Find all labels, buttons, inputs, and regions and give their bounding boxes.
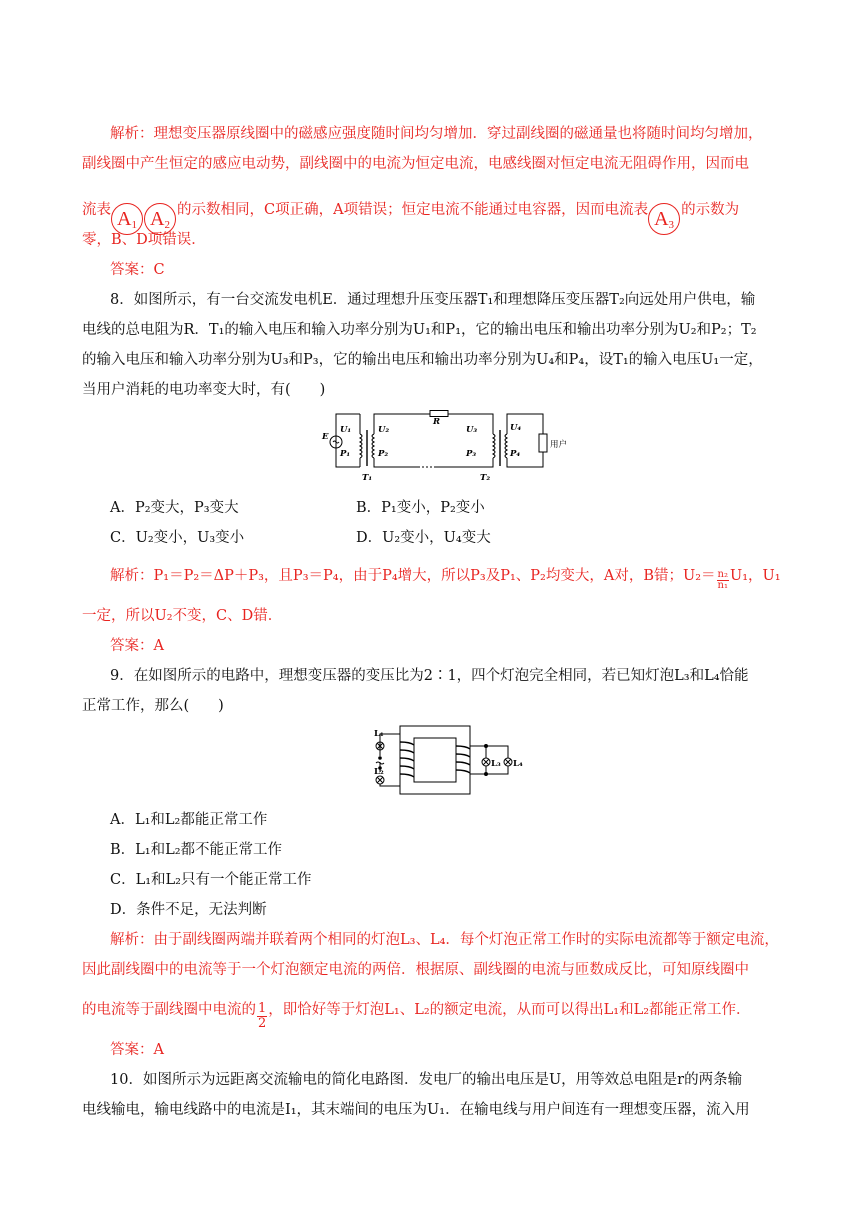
q8-option-b: B．P₁变小，P₂变小 <box>356 500 485 516</box>
q7-analysis-line-2: 副线圈中产生恒定的感应电动势，副线圈中的电流为恒定电流，电感线圈对恒定电流无阻碍作用，因而电 <box>82 156 749 172</box>
fig8-label-p2: P₂ <box>378 449 389 459</box>
q7-analysis-line-4: 零，B、D项错误． <box>82 232 206 248</box>
fig8-label-p4: P₄ <box>510 449 521 459</box>
fraction-n2-over-n1: $\frac{\text{n₂}}{\text{n₁}}$ <box>717 569 728 591</box>
fig8-label-u3: U₃ <box>466 425 478 435</box>
fig8-label-e: E <box>322 432 329 442</box>
fig9-label-l3: L₃ <box>491 759 501 769</box>
fig8-label-user: 用户 <box>550 440 568 450</box>
fig9-label-l1: L₁ <box>374 729 384 739</box>
ammeter-a2-icon: $A_2$ <box>144 203 176 235</box>
fig8-label-u4: U₄ <box>510 423 522 433</box>
fraction-one-half: $\frac{1}{2}$ <box>258 1001 267 1031</box>
q9-stem-line-1: 9．在如图所示的电路中，理想变压器的变压比为2∶1，四个灯泡完全相同，若已知灯泡L₃和L₄恰能 <box>110 668 749 684</box>
q8-stem-line-3: 的输入电压和输入功率分别为U₃和P₃，它的输出电压和输出功率分别为U₄和P₄，设T₁的输入电压U₁一定， <box>82 352 763 368</box>
q8-analysis-line-1: 解析：P₁＝P₂＝ΔP＋P₃，且P₃＝P₄，由于P₄增大，所以P₃及P₁、P₂均变大，A对，B错；U₂＝ $\frac{\text{n₂}}{\text{n₁}}$ U₁，U₁ <box>110 568 781 591</box>
ammeter-a1-icon: $A_1$ <box>111 203 143 235</box>
q9-analysis-line-3: 的电流等于副线圈中电流的 $\frac{1}{2}$ ，即恰好等于灯泡L₁、L₂的额定电流，从而可以得出L₁和L₂都能正常工作． <box>82 1001 751 1031</box>
q8-option-a: A．P₂变大，P₃变大 <box>110 500 239 516</box>
q9-option-c: C．L₁和L₂只有一个能正常工作 <box>110 872 312 888</box>
q10-stem-line-2: 电线输电，输电线路中的电流是I₁，其末端间的电压为U₁．在输电线与用户间连有一理想变压器，流入用 <box>82 1102 750 1118</box>
fig8-label-r: R <box>433 417 441 427</box>
fig8-label-p3: P₃ <box>466 449 477 459</box>
q9-answer: 答案：A <box>110 1042 164 1058</box>
q8-stem-line-4: 当用户消耗的电功率变大时，有( ) <box>82 382 326 398</box>
fig8-label-p1: P₁ <box>340 449 351 459</box>
q9-stem-line-2: 正常工作，那么( ) <box>82 698 224 714</box>
q9-analysis-line-1: 解析：由于副线圈两端并联着两个相同的灯泡L₃、L₄．每个灯泡正常工作时的实际电流都等于额定电流， <box>110 932 779 948</box>
fig8-label-t1: T₁ <box>362 473 373 483</box>
q8-transmission-circuit-diagram <box>318 404 580 490</box>
q8-option-c: C．U₂变小，U₃变小 <box>110 530 245 546</box>
q9-analysis-line-2: 因此副线圈中的电流等于一个灯泡额定电流的两倍．根据原、副线圈的电流与匝数成反比，可知原线圈中 <box>82 962 749 978</box>
q9-option-b: B．L₁和L₂都不能正常工作 <box>110 842 283 858</box>
q8-stem-line-1: 8．如图所示，有一台交流发电机E．通过理想升压变压器T₁和理想降压变压器T₂向远处用户供电，输 <box>110 292 756 308</box>
q8-stem-line-2: 电线的总电阻为R．T₁的输入电压和输入功率分别为U₁和P₁，它的输出电压和输出功率分别为U₂和P₂；T₂ <box>82 322 757 338</box>
q7-answer: 答案：C <box>110 262 165 278</box>
fig8-label-u1: U₁ <box>340 425 352 435</box>
q8-analysis-line-2: 一定，所以U₂不变，C、D错． <box>82 608 283 624</box>
fig9-label-l4: L₄ <box>513 759 523 769</box>
q9-option-d: D．条件不足，无法判断 <box>110 902 267 918</box>
q9-transformer-lamp-circuit-diagram <box>366 722 540 798</box>
fig8-label-u2: U₂ <box>378 425 390 435</box>
q10-stem-line-1: 10．如图所示为远距离交流输电的简化电路图．发电厂的输出电压是U，用等效总电阻是r的两条输 <box>110 1072 743 1088</box>
fig8-label-t2: T₂ <box>480 473 491 483</box>
q7-analysis-line-3: 流表 $A_1$ $A_2$的示数相同，C项正确，A项错误；恒定电流不能通过电容器，因而电流表 $A_3$的示数为 <box>82 200 782 235</box>
q9-option-a: A．L₁和L₂都能正常工作 <box>110 812 268 828</box>
q7-analysis-line-1: 解析：理想变压器原线圈中的磁感应强度随时间均匀增加．穿过副线圈的磁通量也将随时间均匀增加， <box>110 126 763 142</box>
fig9-label-l2: L₂ <box>374 767 384 777</box>
ammeter-a3-icon: $A_3$ <box>648 203 680 235</box>
q8-option-d: D．U₂变小，U₄变大 <box>356 530 491 546</box>
q8-answer: 答案：A <box>110 638 164 654</box>
